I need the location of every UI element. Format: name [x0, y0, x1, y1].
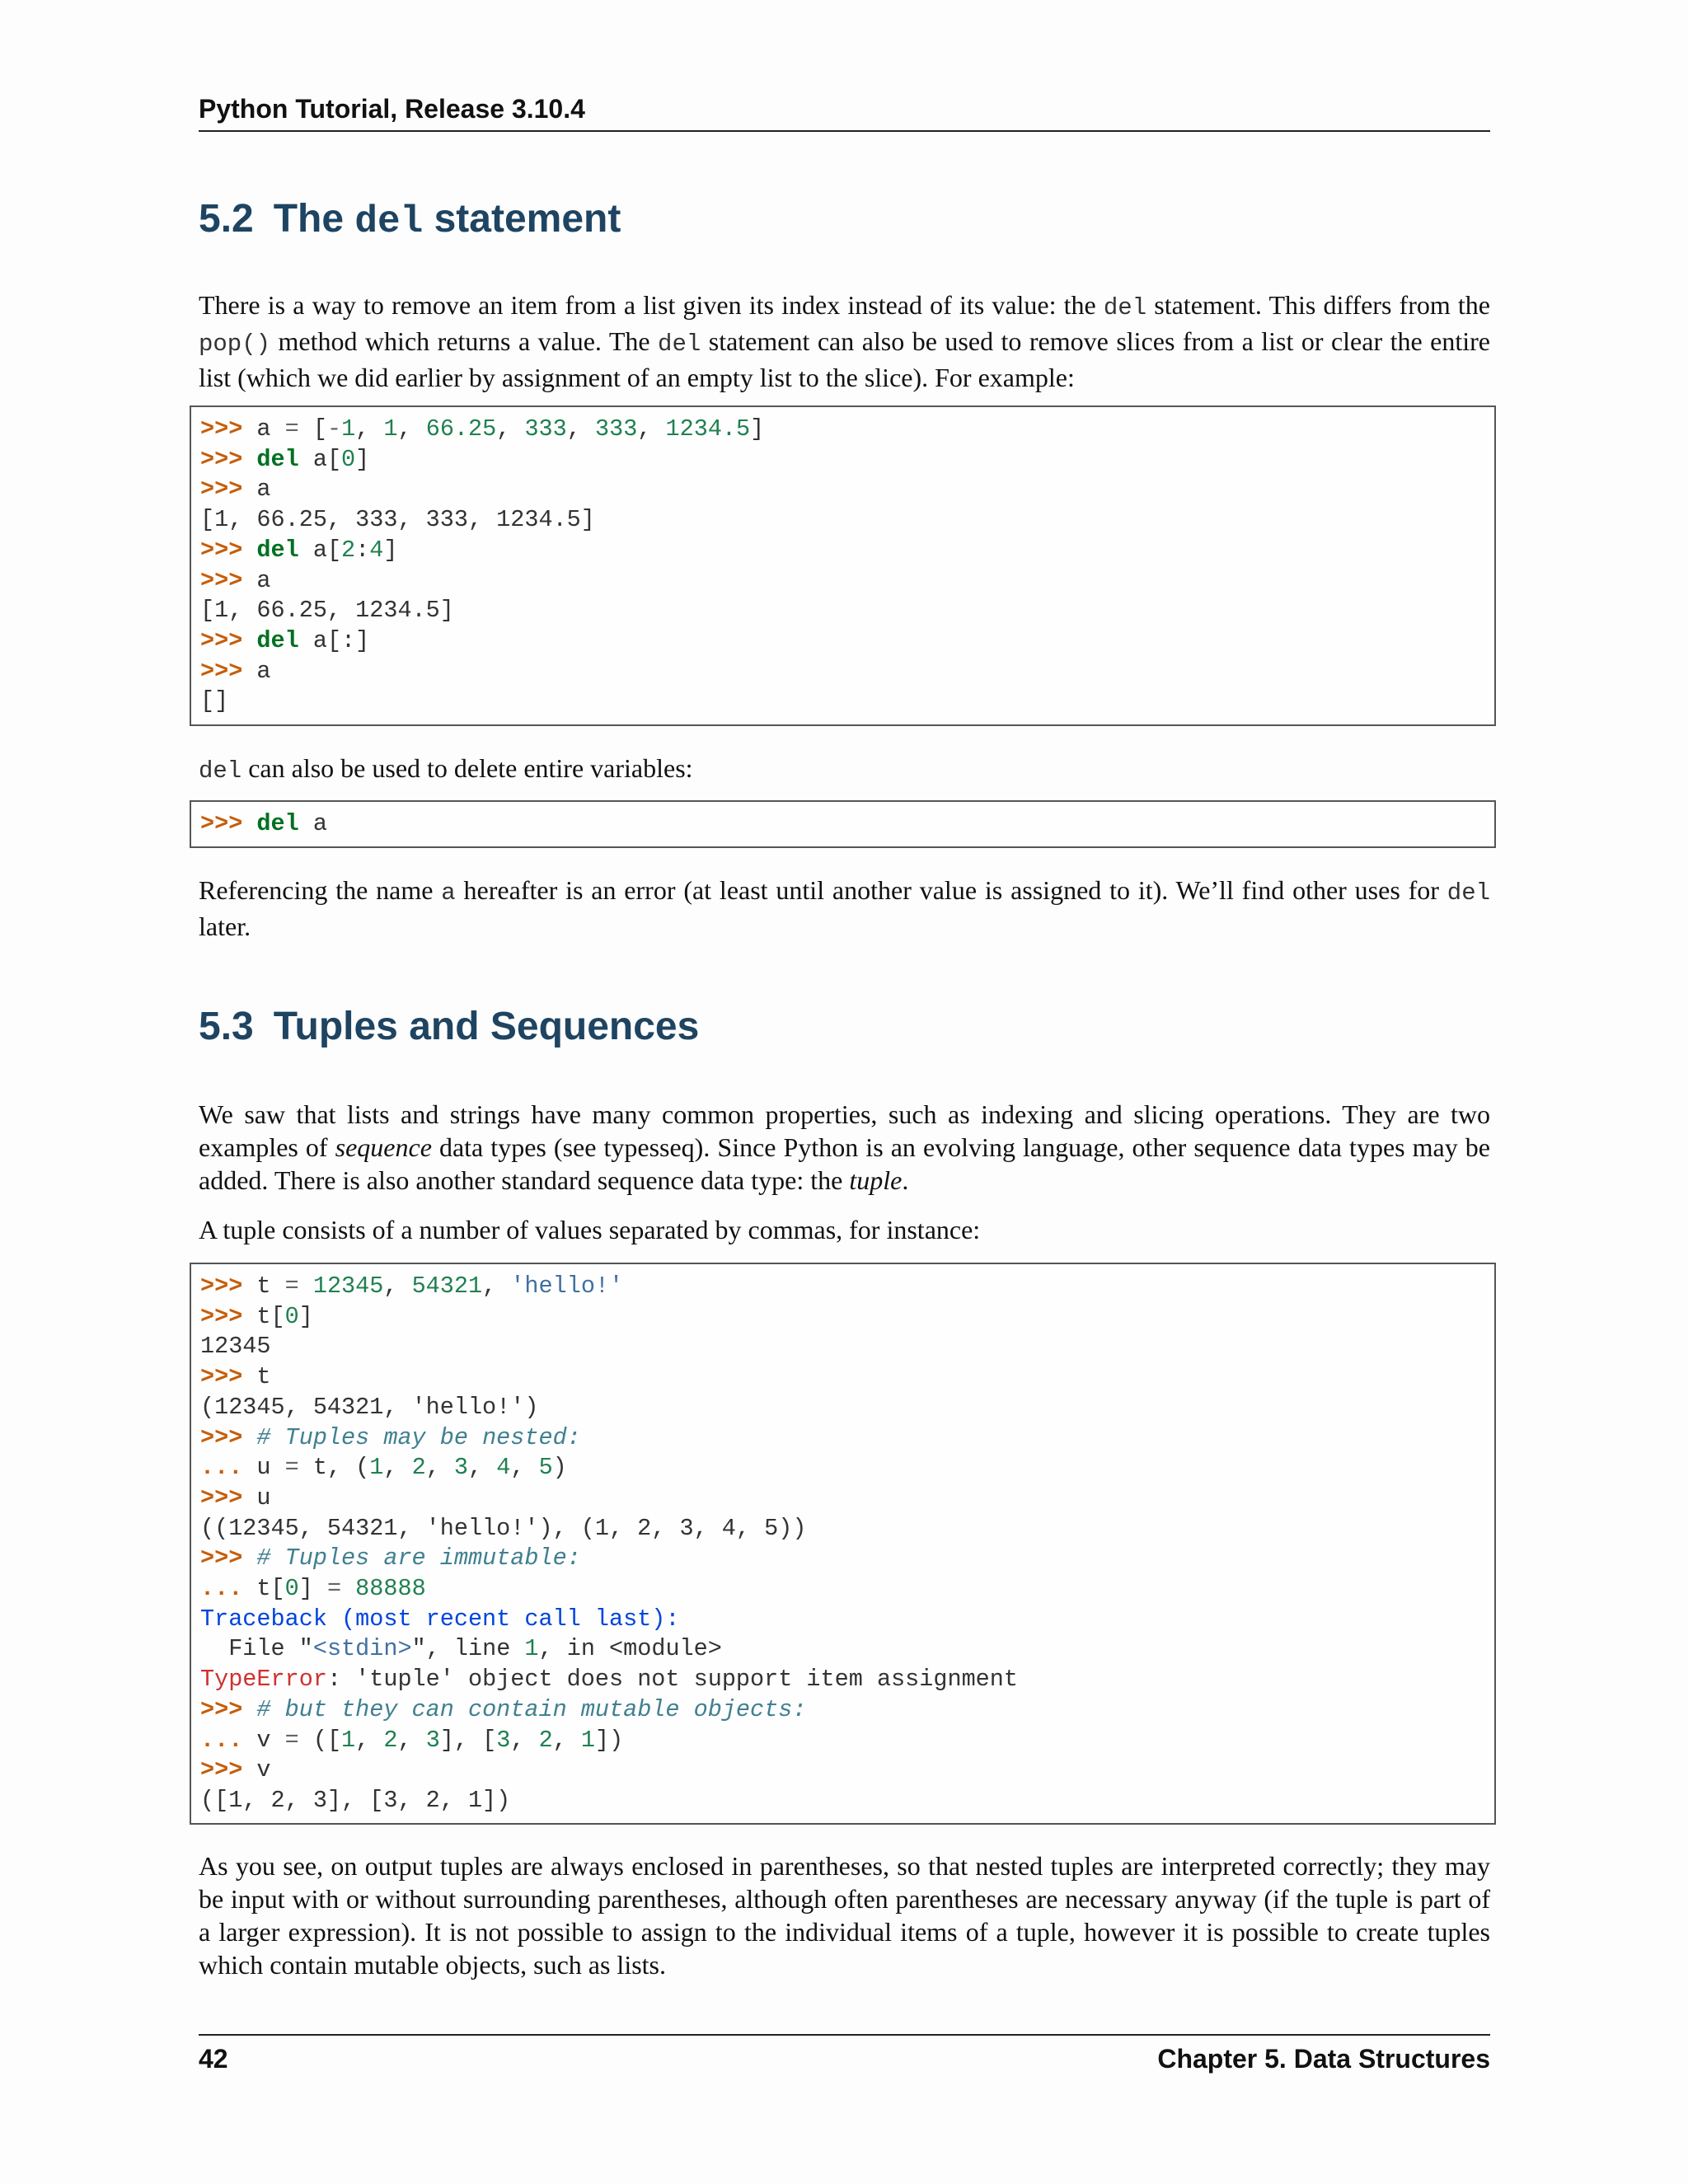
chapter-title: Chapter 5. Data Structures	[1157, 2044, 1490, 2074]
code-line: >>> t	[200, 1363, 271, 1391]
paragraph-tuple-intro: A tuple consists of a number of values separated by commas, for instance:	[199, 1215, 981, 1244]
code-line: >>> v	[200, 1756, 271, 1784]
code-line: >>> a	[200, 566, 271, 594]
code-line: >>> del a[0]	[200, 445, 370, 473]
code-line: >>> t = 12345, 54321, 'hello!'	[200, 1272, 624, 1300]
text-run: hereafter is an error (at least until another value is assigned to it). We’ll find other uses for	[455, 875, 1447, 905]
footer-rule	[199, 2034, 1490, 2036]
code-line: >>> a	[200, 476, 271, 504]
text-run: There is a way to remove an item from a list given its index instead of its value: the	[199, 290, 1104, 320]
text-run: later.	[199, 912, 251, 941]
code-line: []	[200, 687, 229, 715]
paragraph-del-variables	[199, 752, 1490, 788]
code-line: [1, 66.25, 333, 333, 1234.5]	[200, 506, 595, 534]
text-run: We saw that lists and strings have many common properties, such as indexing and slicing operations. They are two examples of	[199, 1099, 1490, 1162]
inline-code: del	[658, 330, 701, 358]
code-line: >>> del a	[200, 810, 327, 837]
document-page	[199, 0, 1490, 2184]
inline-code: a	[441, 879, 456, 907]
inline-code: del	[1447, 879, 1491, 907]
section-title-post: statement	[434, 197, 621, 241]
paragraph-tuple-output: As you see, on output tuples are always enclosed in parentheses, so that nested tuples are interpreted correctly; they may be input with or without surrounding parentheses, although often parentheses are necessary anyway (if the tuple is part of a larger expression). It is not possible to assign to the individual items of a tuple, however it is possible to create tuples which contain mutable objects, such as lists.	[199, 1851, 1490, 1980]
emphasis-term: sequence	[335, 1132, 432, 1162]
running-header: Python Tutorial, Release 3.10.4	[199, 94, 585, 124]
code-line: ... u = t, (1, 2, 3, 4, 5)	[200, 1454, 567, 1482]
code-line: ... t[0] = 88888	[200, 1575, 426, 1603]
code-line: ... v = ([1, 2, 3], [3, 2, 1])	[200, 1726, 624, 1754]
text-run: .	[902, 1165, 909, 1195]
code-block-tuple-example[interactable]	[190, 1263, 1496, 1825]
code-line: Traceback (most recent call last):	[200, 1605, 680, 1633]
code-line: >>> del a[:]	[200, 626, 370, 654]
text-run: Referencing the name	[199, 875, 442, 905]
inline-code: del	[1103, 294, 1147, 321]
code-listing	[191, 407, 1494, 717]
page-number: 42	[199, 2044, 228, 2074]
section-title: Tuples and Sequences	[273, 1005, 700, 1048]
text-run: can also be used to delete entire variables:	[241, 753, 693, 783]
section-number: 5.2	[199, 197, 254, 241]
paragraph-sequences	[199, 1098, 1490, 1197]
paragraph-del-intro	[199, 288, 1490, 394]
code-listing	[191, 1264, 1494, 1816]
inline-code: pop()	[199, 330, 271, 358]
code-line: ([1, 2, 3], [3, 2, 1])	[200, 1786, 511, 1814]
section-heading-5-2	[199, 194, 621, 246]
text-run: method which returns a value. The	[270, 326, 659, 356]
text-run: statement. This differs from the	[1146, 290, 1491, 320]
code-line: >>> a	[200, 657, 271, 685]
code-line: >>> del a[2:4]	[200, 536, 398, 564]
text-run: statement can also be used to remove slices from a list or clear the entire list (which we did earlier by assignment of an empty list to the slice). For example:	[199, 326, 1491, 392]
section-title-pre: The	[273, 197, 345, 241]
code-line: (12345, 54321, 'hello!')	[200, 1393, 539, 1421]
section-title-code: del	[354, 200, 424, 243]
text-run: data types (see typesseq). Since Python is an evolving language, other sequence data types may be added. There is also another standard sequence data type: the	[199, 1132, 1491, 1195]
code-line: >>> # Tuples may be nested:	[200, 1423, 581, 1451]
section-number: 5.3	[199, 1005, 254, 1048]
code-line: >>> # Tuples are immutable:	[200, 1544, 581, 1572]
code-line: >>> u	[200, 1483, 271, 1511]
code-listing	[191, 802, 1494, 840]
running-footer	[199, 2042, 1490, 2075]
header-rule	[199, 130, 1490, 132]
paragraph-referencing	[199, 874, 1490, 943]
code-block-del-example[interactable]	[190, 405, 1496, 726]
code-line: 12345	[200, 1333, 271, 1361]
code-line: >>> t[0]	[200, 1302, 313, 1330]
inline-code: del	[199, 757, 242, 785]
code-line: >>> # but they can contain mutable objects:	[200, 1695, 807, 1723]
code-line: >>> a = [-1, 1, 66.25, 333, 333, 1234.5]	[200, 415, 765, 443]
code-line: File "<stdin>", line 1, in <module>	[200, 1635, 722, 1663]
code-block-del-a[interactable]	[190, 800, 1496, 848]
emphasis-term: tuple	[849, 1165, 903, 1195]
code-line: [1, 66.25, 1234.5]	[200, 597, 454, 625]
section-heading-5-3	[199, 1002, 699, 1052]
code-line: TypeError: 'tuple' object does not support item assignment	[200, 1666, 1018, 1694]
code-line: ((12345, 54321, 'hello!'), (1, 2, 3, 4, 5))	[200, 1514, 807, 1542]
